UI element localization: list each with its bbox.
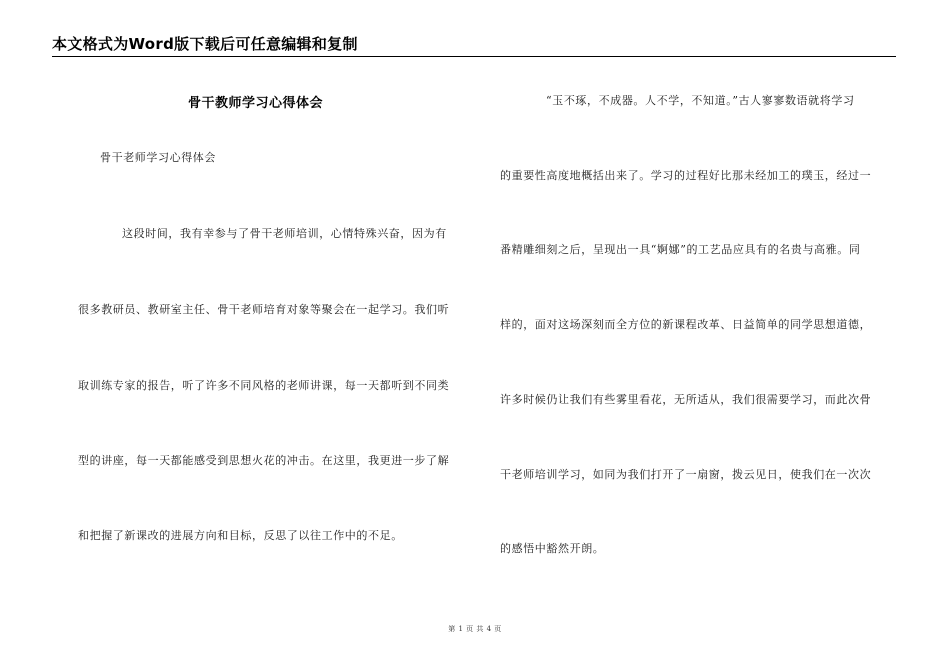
paragraph-line: 和把握了新课改的进展方向和目标，反思了以往工作中的不足。 <box>78 529 403 542</box>
paragraph-line: 样的，面对这场深刻而全方位的新课程改革、日益简单的同学思想道德， <box>500 318 872 331</box>
paragraph-line: 这段时间，我有幸参与了骨干老师培训，心情特殊兴奋，因为有 <box>122 227 447 240</box>
paragraph-line: 取训练专家的报告，听了许多不同风格的老师讲课，每一天都听到不同类 <box>78 379 450 392</box>
paragraph-line: 型的讲座，每一天都能感受到思想火花的冲击。在这里，我更进一步了解 <box>78 454 450 467</box>
subtitle-line: 骨干老师学习心得体会 <box>100 151 216 164</box>
paragraph-line: 干老师培训学习，如同为我们打开了一扇窗，拨云见日，使我们在一次次 <box>500 468 872 481</box>
header-divider <box>52 56 896 57</box>
paragraph-line: 的重要性高度地概括出来了。学习的过程好比那未经加工的璞玉，经过一 <box>500 169 872 182</box>
paragraph-line: 的感悟中豁然开朗。 <box>500 542 605 555</box>
paragraph-line: 番精雕细刻之后，呈现出一具“婀娜”的工艺品应具有的名贵与高雅。同 <box>500 243 861 256</box>
paragraph-line: “玉不琢，不成器。人不学，不知道。”古人寥寥数语就将学习 <box>546 94 855 107</box>
paragraph-line: 许多时候仍让我们有些雾里看花，无所适从，我们很需要学习，而此次骨 <box>500 393 872 406</box>
document-title: 骨干教师学习心得体会 <box>188 96 324 111</box>
header-banner: 本文格式为Word版下载后可任意编辑和复制 <box>52 35 358 53</box>
page-number: 第 1 页 共 4 页 <box>448 625 502 633</box>
paragraph-line: 很多教研员、教研室主任、骨干老师培育对象等聚会在一起学习。我们听 <box>78 303 450 316</box>
